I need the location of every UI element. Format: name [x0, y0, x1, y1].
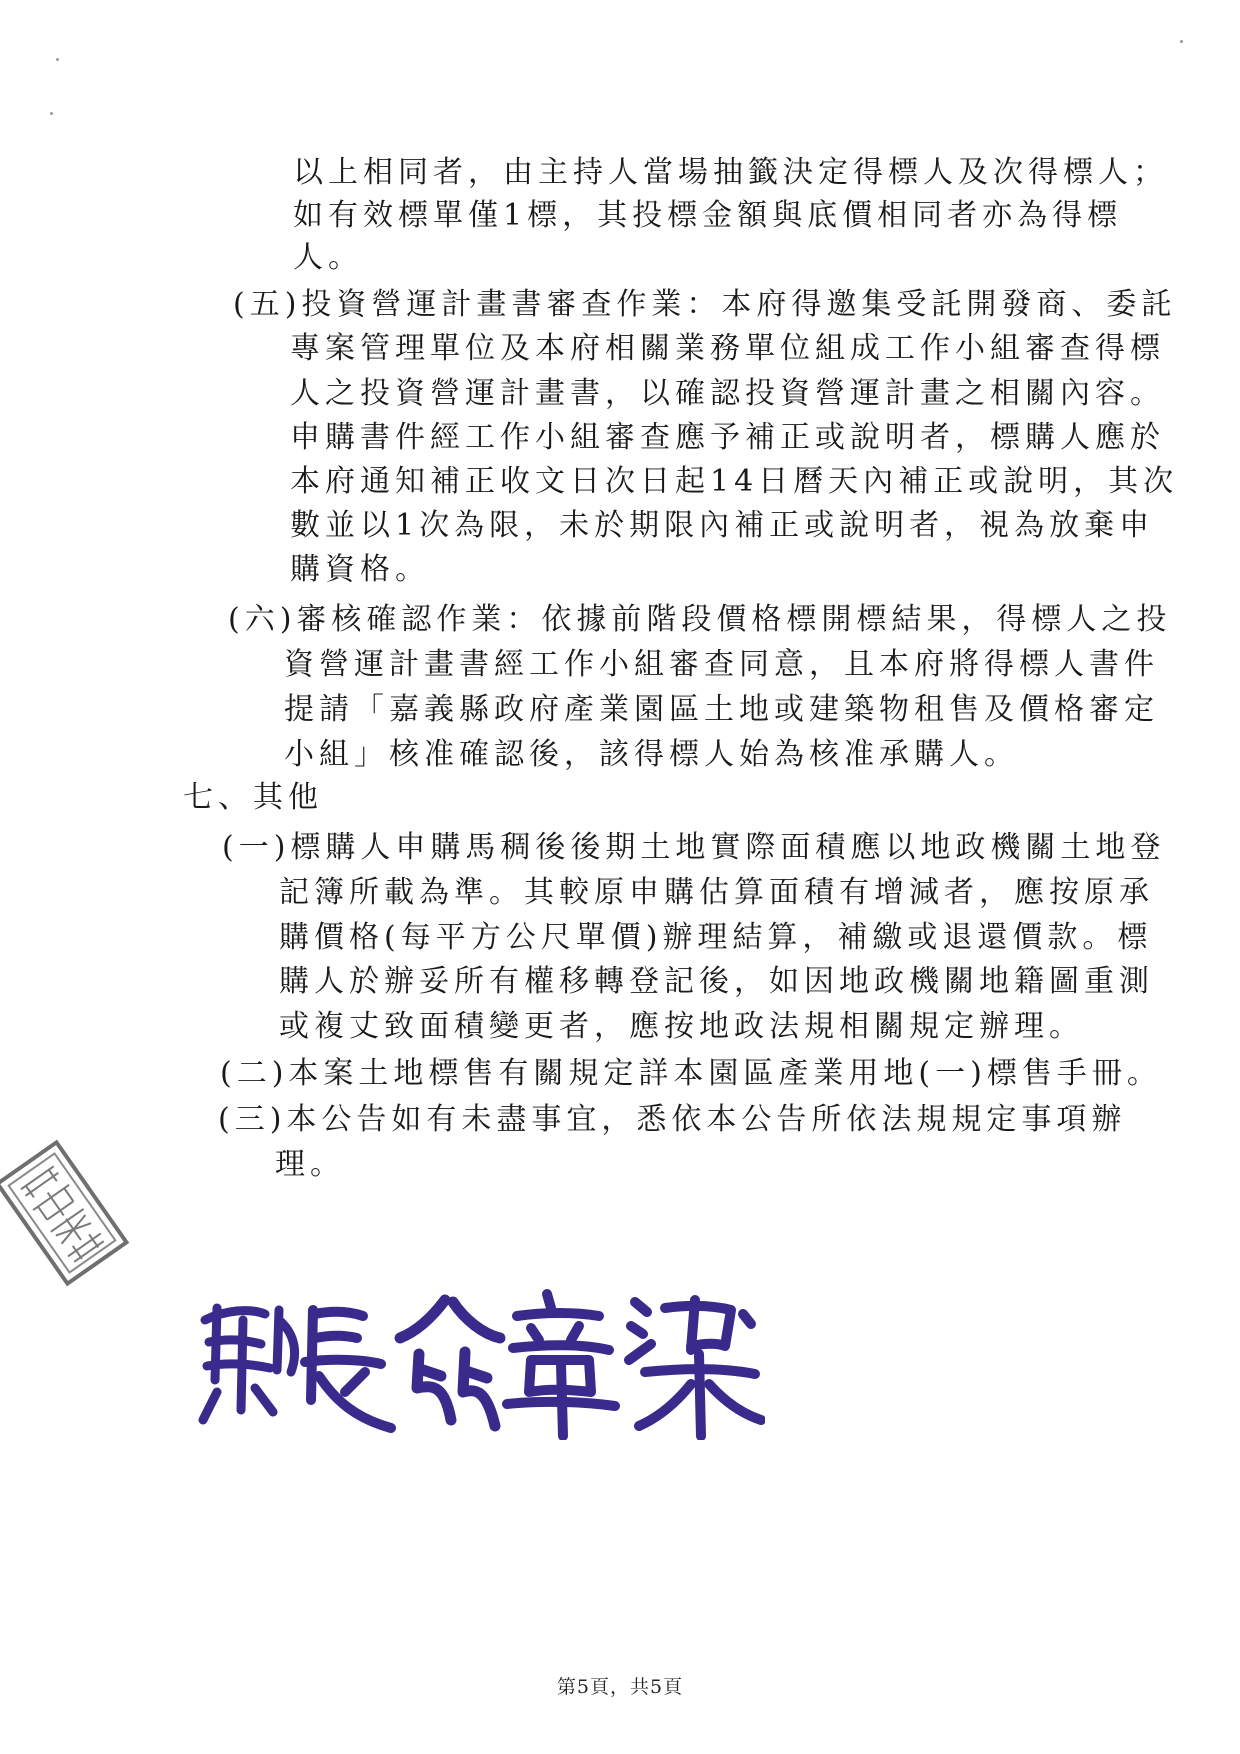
item-5-line: 專案管理單位及本府相關業務單位組成工作小組審查得標 — [290, 331, 1165, 366]
section-7-item-1-line: 購價格(每平方公尺單價)辦理結算，補繳或退還價款。標 — [279, 920, 1153, 955]
paragraph-line: 以上相同者，由主持人當場抽籤決定得標人及次得標人； — [293, 155, 1168, 190]
section-7-item-1-line: 記簿所載為準。其較原申購估算面積有增減者，應按原承 — [279, 875, 1154, 910]
section-7-item-3-line: (三)本公告如有未盡事宜，悉依本公告所依法規規定事項辦 — [218, 1102, 1127, 1137]
official-seal-stamp — [0, 1137, 132, 1289]
item-6-line: 提請「嘉義縣政府產業園區土地或建築物租售及價格審定 — [284, 692, 1159, 727]
paragraph-line: 如有效標單僅1標，其投標金額與底價相同者亦為得標 — [293, 198, 1123, 233]
item-6-line: (六)審核確認作業：依據前階段價格標開標結果，得標人之投 — [228, 602, 1172, 637]
section-7-item-2-line: (二)本案土地標售有關規定詳本園區產業用地(一)標售手冊。 — [220, 1056, 1162, 1091]
page-number: 第5頁，共5頁 — [556, 1676, 684, 1698]
mayor-signature — [195, 1280, 765, 1440]
item-5-line: 數並以1次為限，未於期限內補正或說明者，視為放棄申 — [290, 508, 1155, 543]
item-5-line: 申購書件經工作小組審查應予補正或說明者，標購人應於 — [290, 420, 1165, 455]
scan-speck — [56, 58, 59, 61]
item-5-line: 人之投資營運計畫書，以確認投資營運計畫之相關內容。 — [290, 376, 1165, 411]
section-7-item-3-line: 理。 — [275, 1147, 345, 1182]
section-heading: 七、其他 — [183, 780, 323, 815]
item-5-line: 本府通知補正收文日次日起14日曆天內補正或說明，其次 — [290, 464, 1179, 499]
item-6-line: 資營運計畫書經工作小組審查同意，且本府將得標人書件 — [284, 647, 1159, 682]
item-5-line: (五)投資營運計畫書審查作業：本府得邀集受託開發商、委託 — [233, 287, 1177, 322]
scan-speck — [50, 112, 53, 115]
item-6-line: 小組」核准確認後，該得標人始為核准承購人。 — [284, 737, 1019, 772]
scan-speck — [1180, 40, 1183, 43]
section-7-item-1-line: 購人於辦妥所有權移轉登記後，如因地政機關地籍圖重測 — [279, 964, 1154, 999]
paragraph-line: 人。 — [293, 240, 363, 275]
section-7-item-1-line: 或複丈致面積變更者，應按地政法規相關規定辦理。 — [279, 1009, 1084, 1044]
item-5-line: 購資格。 — [290, 552, 430, 587]
section-7-item-1-line: (一)標購人申購馬稠後後期土地實際面積應以地政機關土地登 — [222, 830, 1166, 865]
